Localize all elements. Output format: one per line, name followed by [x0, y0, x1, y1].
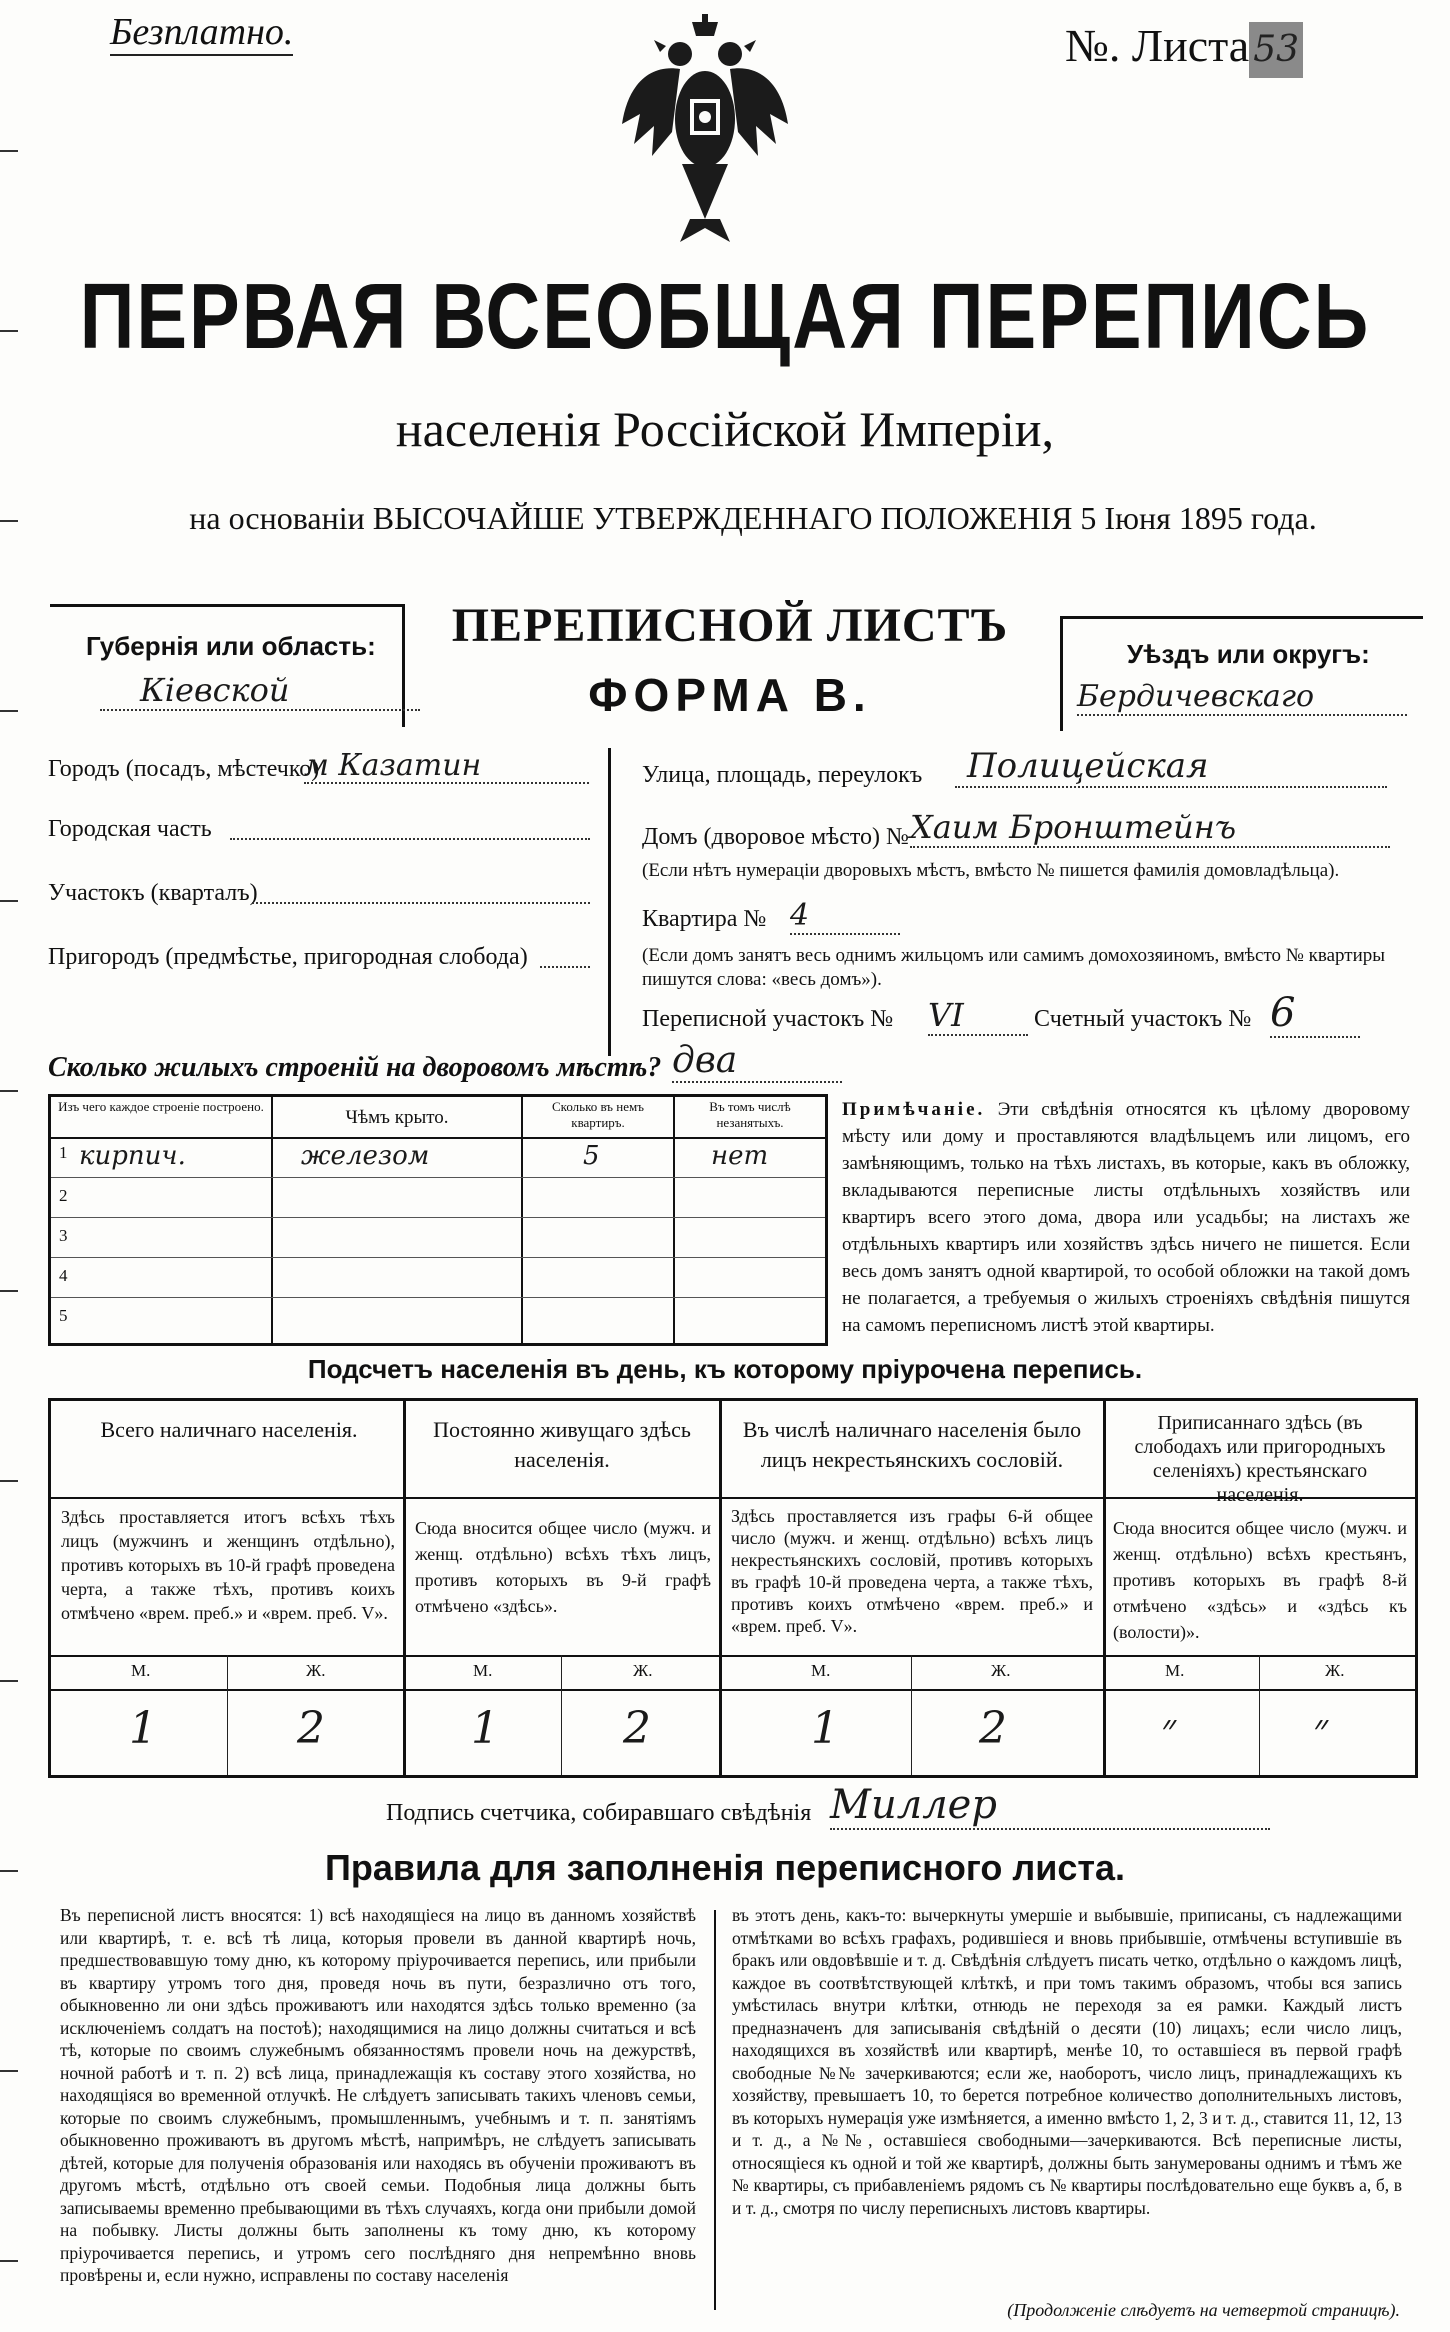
apartment-note: (Если домъ занятъ весь однимъ жильцомъ или самимъ домохозяиномъ, вмѣсто № квартиры пишутся слова: «весь домъ»). [642, 945, 1386, 990]
free-label: Безплатно. [110, 10, 293, 56]
district-box [1060, 616, 1423, 731]
street-label: Улица, площадь, переулокъ [642, 762, 923, 788]
buildings-answer: два [672, 1040, 842, 1083]
pop-col4-m-label: М. [1165, 1661, 1185, 1680]
pop-col2-body: Сюда вносится общее число (мужч. и женщ. отдѣльно) всѣхъ тѣхъ лицъ, противъ которыхъ въ 9-й графѣ отмѣчено «здѣсь». [415, 1518, 711, 1616]
buildings-head-material: Изъ чего каждое строеніе построено. [58, 1099, 264, 1114]
city-value: м Казатин [304, 748, 589, 784]
pop-col2-m: 1 [471, 1703, 499, 1754]
pop-col1-m: 1 [129, 1703, 157, 1754]
rules-left-column: Въ переписной листъ вносятся: 1) всѣ находящіеся на лицо въ данномъ хозяйствѣ или квартирѣ, т. е. всѣ тѣ лица, которыя провели въ данной квартирѣ ночь, предшествовавшую тому дню, къ которому пріурочивается перепись, или прибыли въ квартиру утромъ того дня, проведя ночь въ пути, безразлично отъ того, обыкновенно ли они здѣсь проживаютъ или находятся здѣсь только временно (за исключеніемъ солдатъ на постоѣ); находящимися на лицо должны считаться и всѣ тѣ, которые по своимъ служебнымъ обязанностямъ провели ночь на дежурствѣ, ночной работѣ и т. п. 2) всѣ лица, принадлежащія къ составу этого хозяйства, но находящіяся во временной отлучкѣ. Не слѣдуетъ записывать такихъ членовъ семьи, которые по своимъ служебнымъ, промышленнымъ, учебнымъ и т. п. занятіямъ обыкновенно проживаютъ въ другомъ мѣстѣ, напримѣръ, не слѣдуетъ записывать дѣтей, которые для полученія образованія или находясь въ обученіи проживаютъ въ другомъ мѣстѣ, отдѣльно отъ своей семьи. Подобныя лица должны быть записываемы временно пребывающими въ тѣхъ случаяхъ, когда они прибыли домой на побывку. Листы должны быть заполнены къ тому дню, къ которому пріурочивается перепись, и утромъ сего послѣдняго дня непремѣнно вновь провѣрены и, если нужно, исправлены по составу населенія [60, 1905, 696, 2285]
margin-tick [0, 1680, 18, 1682]
precinct-value [252, 882, 590, 904]
street-value: Полицейская [955, 746, 1387, 788]
buildings-head-apts: Сколько въ немъ квартиръ. [552, 1099, 644, 1130]
count-precinct-label: Счетный участокъ № [1034, 1006, 1252, 1032]
margin-tick [0, 2260, 18, 2262]
census-precinct-label: Переписной участокъ № [642, 1006, 894, 1032]
pop-col4-f-label: Ж. [1325, 1661, 1345, 1680]
table-row: 4 [51, 1257, 825, 1298]
margin-tick [0, 1090, 18, 1092]
pop-col3-m-label: М. [811, 1661, 831, 1680]
table-row: 5 [51, 1297, 825, 1341]
population-table [48, 1398, 1418, 1778]
table-row: 3 [51, 1217, 825, 1258]
census-title: ПЕРВАЯ ВСЕОБЩАЯ ПЕРЕПИСЬ [79, 265, 1371, 369]
pop-col4-head: Приписаннаго здѣсь (въ слободахъ или пригородныхъ селеніяхъ) крестьянскаго населенія. [1134, 1412, 1386, 1506]
margin-tick [0, 900, 18, 902]
house-label: Домъ (дворовое мѣсто) № [642, 824, 909, 850]
census-subtitle: населенія Россійской Имперіи, [395, 401, 1055, 457]
buildings-head-vacant: Въ томъ числѣ незанятыхъ. [709, 1099, 791, 1130]
pop-col1-f-label: Ж. [306, 1661, 326, 1680]
pop-col2-f: 2 [623, 1703, 651, 1754]
pop-col3-head: Въ числѣ наличнаго населенія было лицъ некрестьянскихъ сословій. [742, 1417, 1082, 1472]
rules-right-column: въ этотъ день, какъ-то: вычеркнуты умершіе и выбывшіе, приписаны, съ надлежащими отмѣтками во всѣхъ графахъ, родившіеся и вновь прибывшіе, отмѣчены вступившіе въ бракъ или овдовѣвшіе и т. д. Свѣдѣнія слѣдуетъ писать четко, отдѣльно о каждомъ лицѣ, каждое въ соотвѣтствующей клѣткѣ, и при томъ такимъ образомъ, чтобы вся запись умѣстилась внутри клѣтки, отнюдь не переходя за ея рамки. Каждый листъ предназначенъ для записыванія свѣдѣній о десяти (10) лицахъ; если число лицъ, находящихся въ хозяйствѣ или квартирѣ, менѣе 10, то оставшіеся въ первой графѣ свободные №№ зачеркиваются; если же, наоборотъ, число лицъ, принадлежащихъ къ хозяйству, превышаетъ 10, то берется потребное количество дополнительныхъ листовъ, въ которыхъ нумерація уже измѣняется, а именно вмѣсто 1, 2, 3 и т. д., ставится 11, 12, 13 и т. д., а №№, оставшіеся свободными—зачеркиваются. Всѣ переписные листы, относящіеся къ одной и той же квартирѣ, должны быть занумерованы однимъ и тѣмъ же № квартиры, съ прибавленіемъ рядомъ съ № квартиры послѣдовательно еще буквъ а, б, в и т. д., смотря по числу переписныхъ листовъ квартиры. [732, 1905, 1402, 2218]
district-label: Уѣздъ или округъ: [1127, 639, 1370, 669]
margin-tick [0, 710, 18, 712]
note-title: Примѣчаніе. [842, 1099, 986, 1120]
signature-label: Подпись счетчика, собиравшаго свѣдѣнія [386, 1800, 812, 1826]
buildings-note [842, 1096, 1410, 1339]
suburb-label: Пригородъ (предмѣстье, пригородная слобода) [48, 944, 528, 970]
house-value: Хаим Бронштейнъ [910, 808, 1390, 848]
table-row: 1 кирпич. железом 5 нет [59, 1141, 769, 1171]
province-box [50, 604, 405, 727]
decree-line: на основаніи ВЫСОЧАЙШЕ УТВЕРЖДЕННАГО ПОЛОЖЕНІЯ 5 Іюня 1895 года. [189, 500, 1317, 536]
count-precinct-value: 6 [1270, 990, 1360, 1038]
sheet-number [1065, 18, 1303, 78]
imperial-eagle-icon [620, 14, 790, 244]
precinct-label: Участокъ (кварталъ) [48, 880, 258, 906]
rules-continued: (Продолженіе слѣдуетъ на четвертой страницѣ). [1007, 2300, 1400, 2320]
pop-col3-body: Здѣсь проставляется изъ графы 6-й общее число (мужч. и женщ. отдѣльно) всѣхъ лицъ некрестьянскихъ сословій, противъ которыхъ въ графѣ 10-й проведена черта, а также тѣхъ, противъ коихъ отмѣчено «врем. преб.» и «врем. преб. V». [731, 1506, 1093, 1636]
pop-col1-body: Здѣсь проставляется итогъ всѣхъ тѣхъ лицъ (мужчинъ и женщинъ отдѣльно), противъ которыхъ въ 10-й графѣ проведена черта, а также тѣхъ, противъ коихъ отмѣчено «врем. преб.» и «врем. преб. V». [61, 1507, 395, 1623]
city-label: Городъ (посадъ, мѣстечко) [48, 756, 320, 782]
sheet-number-value: 53 [1249, 22, 1303, 78]
margin-tick [0, 1290, 18, 1292]
signature-value: Миллер [830, 1782, 1270, 1830]
note-text: Эти свѣдѣнія относятся къ цѣлому дворовому мѣсту или дому и проставляются владѣльцемъ или лицомъ, его замѣняющимъ, только на тѣхъ листахъ, въ которые, какъ въ обложку, вкладываются переписные листы отдѣльныхъ хозяйствъ или квартиръ всего этого дома, двора или усадьбы; на листахъ же отдѣльныхъ квартиръ или хозяйствъ здѣсь ничего не пишется. Если весь домъ занятъ одной квартирой, то особой обложки на такой домъ не полагается, а требуемыя о жилыхъ строеніяхъ свѣдѣнія пишутся на самомъ переписномъ листѣ этой квартиры. [842, 1099, 1410, 1336]
rules-title: Правила для заполненія переписного листа. [324, 1847, 1126, 1888]
margin-tick [0, 520, 18, 522]
pop-col2-m-label: М. [473, 1661, 493, 1680]
pop-col4-m: ״ [1161, 1706, 1177, 1752]
rules-divider [714, 1910, 716, 2310]
margin-tick [0, 2070, 18, 2072]
apartment-label: Квартира № [642, 906, 767, 932]
list-title: ПЕРЕПИСНОЙ ЛИСТЪ [451, 599, 1009, 652]
pop-col4-f: ״ [1313, 1706, 1329, 1752]
pop-col3-f-label: Ж. [991, 1661, 1011, 1680]
city-part-label: Городская часть [48, 816, 212, 842]
margin-tick [0, 1480, 18, 1482]
pop-col1-f: 2 [297, 1703, 325, 1754]
buildings-table [48, 1094, 828, 1346]
pop-col1-head: Всего наличнаго населенія. [100, 1417, 358, 1442]
address-divider [608, 748, 611, 1056]
pop-col2-head: Постоянно живущаго здѣсь населенія. [433, 1417, 691, 1472]
margin-tick [0, 150, 18, 152]
sheet-number-label: №. Листа [1065, 20, 1250, 71]
suburb-value [540, 946, 590, 968]
pop-col4-body: Сюда вносится общее число (мужч. и женщ. отдѣльно) всѣхъ крестьянъ, противъ которыхъ въ графѣ 8-й отмѣчено «здѣсь» и «здѣсь къ (волости)». [1113, 1518, 1407, 1642]
pop-col3-m: 1 [811, 1703, 839, 1754]
district-value: Бердичевскаго [1077, 679, 1407, 716]
census-precinct-value: VI [928, 996, 1028, 1036]
population-title: Подсчетъ населенія въ день, къ которому пріурочена перепись. [307, 1354, 1143, 1384]
province-value: Кіевской [100, 671, 420, 711]
province-label: Губернія или область: [86, 631, 376, 661]
pop-col3-f: 2 [979, 1703, 1007, 1754]
pop-col1-m-label: М. [131, 1661, 151, 1680]
house-note: (Если нѣтъ нумераціи дворовыхъ мѣстъ, вмѣсто № пишется фамилія домовладѣльца). [642, 860, 1340, 881]
buildings-question: Сколько жилыхъ строеній на дворовомъ мѣстѣ? [48, 1052, 662, 1083]
table-row: 2 [51, 1177, 825, 1218]
form-title: ФОРМА В. [588, 669, 872, 721]
pop-col2-f-label: Ж. [633, 1661, 653, 1680]
city-part-value [230, 818, 590, 840]
buildings-head-roof: Чѣмъ крыто. [345, 1107, 449, 1128]
apartment-value: 4 [790, 898, 900, 935]
